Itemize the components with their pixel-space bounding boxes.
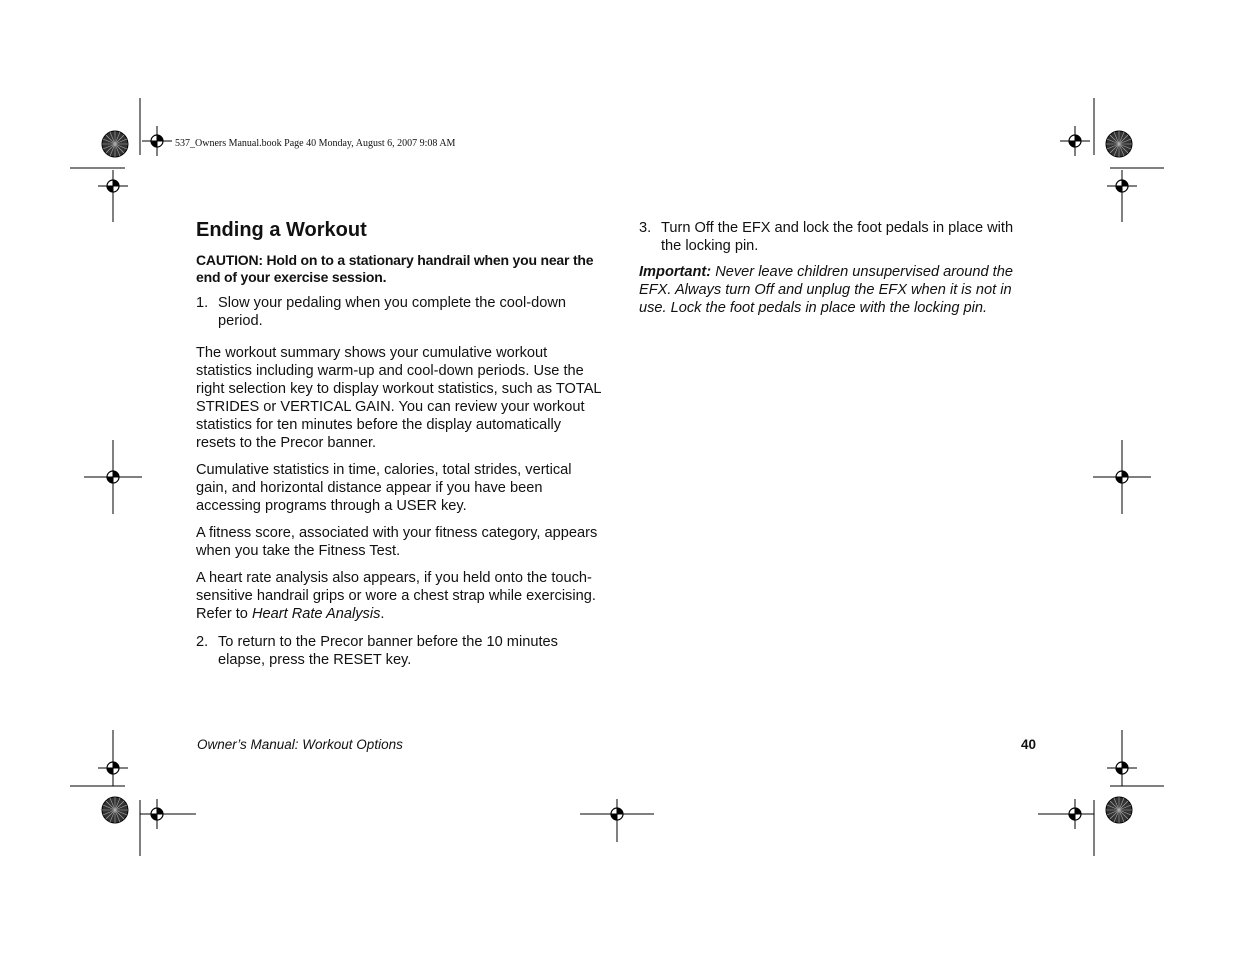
- print-slug: 537_Owners Manual.book Page 40 Monday, August 6, 2007 9:08 AM: [175, 138, 456, 149]
- page-number: 40: [1021, 737, 1037, 752]
- paragraph-heart-rate: [196, 569, 601, 623]
- step-number: 2.: [196, 634, 209, 650]
- step-number: 1.: [196, 295, 209, 311]
- important-label: Important:: [639, 264, 712, 280]
- step-number: 3.: [639, 220, 652, 236]
- caution-note: CAUTION: Hold on to a stationary handrail when you near the end of your exercise session.: [196, 252, 594, 285]
- important-text: Never leave children unsupervised around the EFX. Always turn Off and unplug the EFX when it is not in use. Lock the foot pedals in place with the locking pin.: [639, 264, 1013, 316]
- heart-rate-end: .: [380, 606, 385, 622]
- heart-rate-text: A heart rate analysis also appears, if you held onto the touch-sensitive handrail grips or wore a chest strap while exercising. Refer to: [196, 570, 596, 622]
- step-text: Slow your pedaling when you complete the cool-down period.: [218, 295, 567, 329]
- step-text: To return to the Precor banner before the 10 minutes elapse, press the RESET key.: [218, 634, 558, 668]
- paragraph-summary: The workout summary shows your cumulative workout statistics including warm-up and cool-down periods. Use the right selection key to display workout statistics, such as TOTAL STRIDES or VERTICAL GAIN. You can review your workout statistics for ten minutes before the display automatically resets to the Precor banner.: [196, 345, 602, 451]
- step-2: [196, 633, 601, 669]
- step-1: [196, 294, 601, 330]
- section-heading: Ending a Workout: [196, 219, 367, 241]
- footer-title: Owner’s Manual: Workout Options: [197, 737, 403, 752]
- paragraph-cumulative: Cumulative statistics in time, calories, total strides, vertical gain, and horizontal distance appear if you have been accessing programs through a USER key.: [196, 462, 572, 514]
- step-3: [639, 219, 1034, 255]
- right-column: [639, 219, 1034, 317]
- important-note: [639, 263, 1034, 317]
- cross-reference: Heart Rate Analysis: [251, 606, 381, 622]
- step-text: Turn Off the EFX and lock the foot pedals in place with the locking pin.: [661, 220, 1014, 254]
- paragraph-fitness-score: A fitness score, associated with your fitness category, appears when you take the Fitness Test.: [196, 525, 598, 559]
- left-column: [196, 217, 601, 676]
